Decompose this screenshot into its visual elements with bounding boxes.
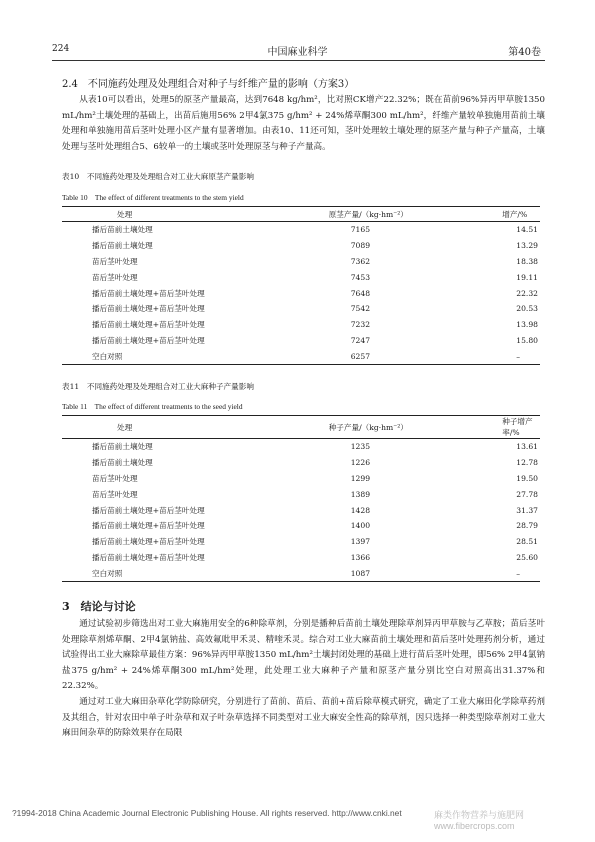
increase-cell: 18.38 (516, 256, 538, 266)
section-3-title: 3 结论与讨论 (62, 600, 136, 613)
table-row (62, 565, 540, 581)
table-row (62, 269, 540, 285)
yield-cell: 1389 (350, 489, 371, 499)
increase-cell: 28.79 (516, 521, 538, 531)
table11-caption-cn: 表11 不同施药处理及处理组合对工业大麻种子产量影响 (62, 382, 254, 391)
table10-caption-cn: 表10 不同施药处理及处理组合对工业大麻原茎产量影响 (62, 172, 254, 181)
table-header-row (62, 207, 540, 222)
treatment-cell: 播后苗前土壤处理+苗后茎叶处理 (92, 335, 205, 345)
increase-cell: 13.29 (516, 241, 538, 251)
paragraph: 通过试验初步筛选出对工业大麻施用安全的6种除草剂，分别是播种后苗前土壤处理除草剂异丙甲草胺与乙草胺；苗后茎叶处理除草剂烯草酮、2甲4氯钠盐、高效氟吡甲禾灵、精喹禾灵。综合对工业大麻苗前土壤处理和苗后茎叶处理药剂分析，通过试验得出工业大麻除草最佳方案：96%异丙甲草胺1350 mL/hm²土壤封闭处理的基础上进行苗后茎叶处理，即56% 2甲4氯钠盐375 g/hm² + 24%烯草酮300 mL/hm²处理，此处理工业大麻种子产量和原茎产量分别比空白对照高出31.37%和22.32%。 (62, 619, 545, 692)
table-row (62, 222, 540, 238)
increase-cell: 27.78 (516, 489, 538, 499)
yield-cell: 7247 (350, 335, 371, 345)
yield-cell: 1428 (350, 505, 371, 515)
journal-title: 中国麻业科学 (267, 47, 328, 58)
increase-cell: 28.51 (516, 537, 538, 547)
table10-caption-en: Table 10 The effect of different treatments to the stem yield (62, 193, 244, 202)
table-row (62, 348, 540, 364)
section-2-4-title: 2.4 不同施药处理及处理组合对种子与纤维产量的影响（方案3） (62, 79, 355, 90)
treatment-cell: 苗后茎叶处理 (92, 256, 138, 266)
column-header: 种子增产率/% (502, 417, 533, 437)
yield-cell: 6257 (350, 351, 371, 361)
table-row (62, 550, 540, 566)
increase-cell: 12.78 (516, 458, 538, 468)
column-header: 原茎产量/（kg·hm⁻²） (328, 209, 408, 219)
increase-cell: 19.50 (516, 473, 538, 483)
table11-caption-en: Table 11 The effect of different treatments to the seed yield (62, 402, 243, 411)
yield-cell: 1397 (350, 537, 371, 547)
yield-cell: 7453 (350, 272, 371, 282)
table-11 (62, 415, 540, 582)
watermark-text: 麻类作物营养与施肥网 www.fibercrops.com (434, 810, 525, 831)
table-row (62, 518, 540, 534)
paragraph: 从表10可以看出，处理5的原茎产量最高，达到7648 kg/hm²，比对照CK增产22.32%；既在苗前96%异丙甲草胺1350 mL/hm²土壤处理的基础上，出苗后施用56% 2甲4氯375 g/hm² + 24%烯草酮300 mL/hm²，纤维产量较单独施用苗前土壤处理和单独施用苗后茎叶处理小区产量有显著增加。由表10、11还可知，茎叶处理较土壤处理的原茎产量与种子产量高，土壤处理与茎叶处理组合5、6较单一的土壤或茎叶处理原茎与种子产量高。 (62, 95, 545, 152)
paragraph: 通过对工业大麻田杂草化学防除研究，分别进行了苗前、苗后、苗前+苗后除草模式研究，确定了工业大麻田化学除草药剂及其组合，针对农田中单子叶杂草和双子叶杂草选择不同类型对工业大麻安全性高的除草剂，因只选择一种类型除草剂对工业大麻田间杂草的防除效果存在局限 (62, 696, 545, 739)
treatment-cell: 苗后茎叶处理 (92, 473, 138, 483)
table-row (62, 455, 540, 471)
section-2-4-body (62, 93, 545, 155)
treatment-cell: 播后苗前土壤处理 (92, 458, 153, 468)
increase-cell: 31.37 (516, 505, 538, 515)
column-header: 增产/% (502, 209, 528, 219)
table-row (62, 285, 540, 301)
section-3-body (62, 617, 545, 742)
treatment-cell: 播后苗前土壤处理 (92, 241, 153, 251)
treatment-cell: 苗后茎叶处理 (92, 489, 138, 499)
column-header: 处理 (117, 422, 133, 432)
page-number: 224 (52, 44, 70, 54)
treatment-cell: 播后苗前土壤处理+苗后茎叶处理 (92, 288, 205, 298)
table-row (62, 534, 540, 550)
increase-cell: – (516, 351, 521, 361)
treatment-cell: 播后苗前土壤处理+苗后茎叶处理 (92, 552, 205, 562)
treatment-cell: 播后苗前土壤处理 (92, 442, 153, 452)
yield-cell: 7165 (350, 225, 371, 235)
table-row (62, 486, 540, 502)
treatment-cell: 播后苗前土壤处理+苗后茎叶处理 (92, 320, 205, 330)
volume-label: 第40卷 (508, 47, 541, 58)
table-row (62, 439, 540, 455)
table-row (62, 238, 540, 254)
column-header: 处理 (117, 209, 133, 219)
table-row (62, 471, 540, 487)
increase-cell: 19.11 (516, 272, 538, 282)
yield-cell: 1299 (350, 473, 371, 483)
increase-cell: 20.53 (516, 304, 538, 314)
increase-cell: 22.32 (516, 288, 538, 298)
yield-cell: 7362 (350, 256, 371, 266)
yield-cell: 1366 (350, 552, 371, 562)
treatment-cell: 苗后茎叶处理 (92, 272, 138, 282)
increase-cell: 13.98 (516, 320, 538, 330)
yield-cell: 1400 (350, 521, 371, 531)
column-header: 种子产量/（kg·hm⁻²） (328, 422, 408, 432)
table-row (62, 317, 540, 333)
treatment-cell: 播后苗前土壤处理+苗后茎叶处理 (92, 521, 205, 531)
table-row (62, 333, 540, 349)
header-rule (52, 60, 545, 61)
yield-cell: 7648 (350, 288, 371, 298)
yield-cell: 7232 (350, 320, 371, 330)
table-10 (62, 206, 540, 365)
increase-cell: 15.80 (516, 335, 538, 345)
yield-cell: 7089 (350, 241, 371, 251)
treatment-cell: 播后苗前土壤处理+苗后茎叶处理 (92, 537, 205, 547)
table-row (62, 301, 540, 317)
yield-cell: 1087 (350, 568, 371, 578)
treatment-cell: 播后苗前土壤处理 (92, 225, 153, 235)
increase-cell: – (516, 568, 521, 578)
yield-cell: 1235 (350, 442, 371, 452)
increase-cell: 25.60 (516, 552, 538, 562)
treatment-cell: 空白对照 (92, 351, 123, 361)
copyright-text: ?1994-2018 China Academic Journal Electronic Publishing House. All rights reserved. http://www.cnki.net (12, 808, 402, 818)
table-header-row (62, 416, 540, 439)
yield-cell: 7542 (350, 304, 371, 314)
increase-cell: 13.61 (516, 442, 538, 452)
table-row (62, 502, 540, 518)
treatment-cell: 播后苗前土壤处理+苗后茎叶处理 (92, 505, 205, 515)
table-row (62, 254, 540, 270)
yield-cell: 1226 (350, 458, 371, 468)
treatment-cell: 空白对照 (92, 568, 123, 578)
increase-cell: 14.51 (516, 225, 538, 235)
treatment-cell: 播后苗前土壤处理+苗后茎叶处理 (92, 304, 205, 314)
